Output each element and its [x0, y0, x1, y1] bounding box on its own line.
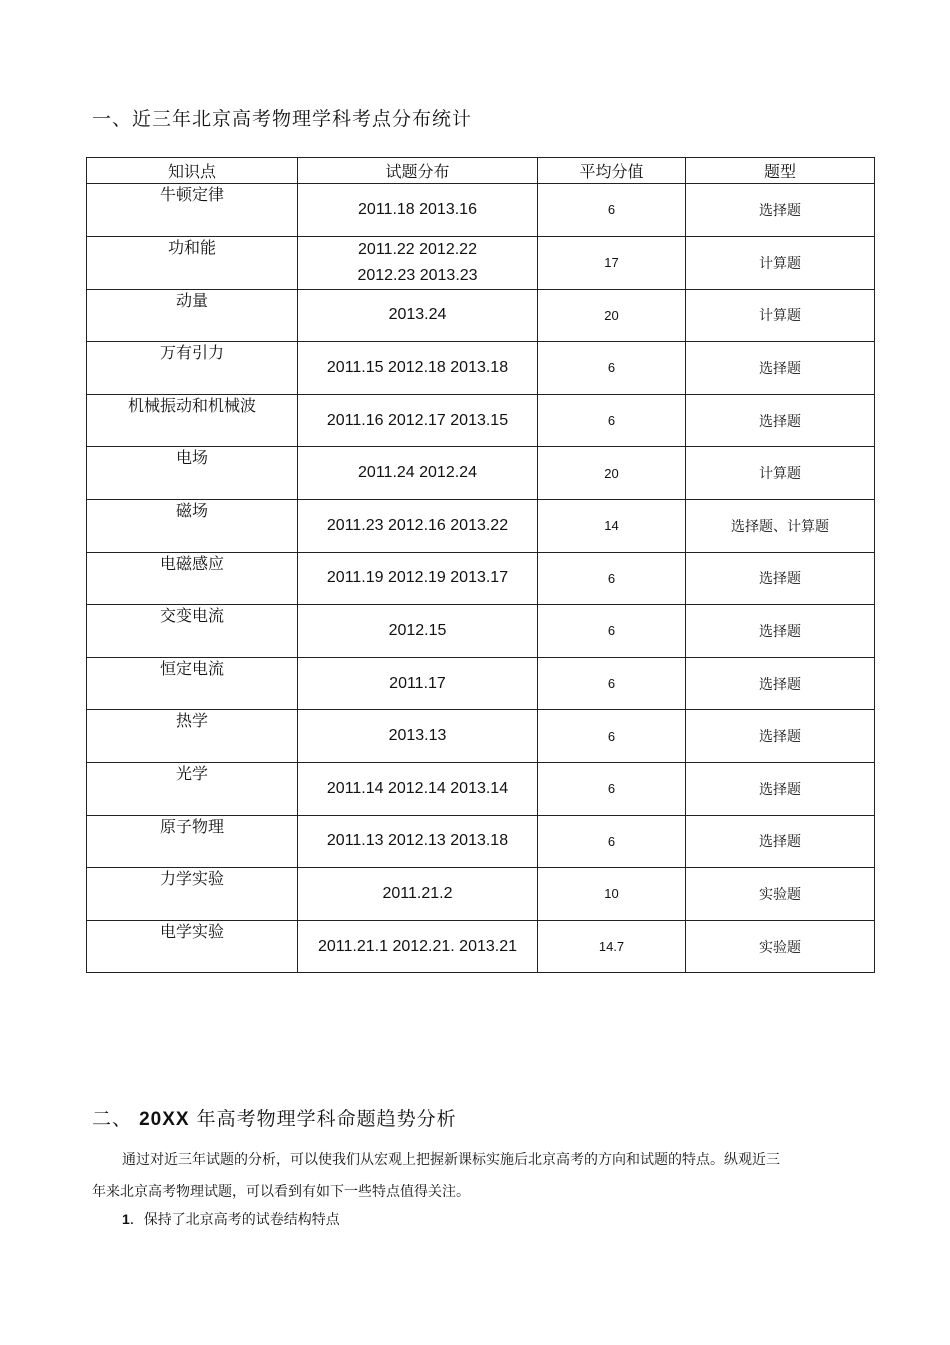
distribution-cell: 2011.13 2012.13 2013.18 — [298, 815, 538, 868]
average-cell: 14.7 — [538, 920, 686, 973]
distribution-cell: 2011.14 2012.14 2013.14 — [298, 762, 538, 815]
topic-cell — [87, 394, 298, 447]
topic-cell — [87, 499, 298, 552]
list-item — [122, 1209, 340, 1229]
topic-label: 磁场 — [175, 500, 208, 520]
header-topic: 知识点 — [87, 158, 298, 184]
distribution-cell: 2013.13 — [298, 710, 538, 763]
type-cell: 选择题 — [686, 552, 875, 605]
distribution-cell: 2011.23 2012.16 2013.22 — [298, 499, 538, 552]
topic-cell — [87, 868, 298, 921]
distribution-cell: 2011.22 2012.22 2012.23 2013.23 — [298, 236, 538, 289]
average-cell: 6 — [538, 184, 686, 237]
intro-paragraph: 通过对近三年试题的分析，可以使我们从宏观上把握新课标实施后北京高考的方向和试题的特点。纵观近三年来北京高考物理试题，可以看到有如下一些特点值得关注。 — [92, 1152, 780, 1200]
topic-label: 恒定电流 — [159, 658, 224, 678]
type-cell: 选择题 — [686, 762, 875, 815]
table-row — [87, 920, 875, 973]
table-row — [87, 552, 875, 605]
average-cell: 6 — [538, 710, 686, 763]
distribution-cell: 2011.15 2012.18 2013.18 — [298, 342, 538, 395]
type-cell: 选择题 — [686, 710, 875, 763]
distribution-cell: 2013.24 — [298, 289, 538, 342]
section2-title-text: 年高考物理学科命题趋势分析 — [196, 1108, 457, 1130]
topic-label: 交变电流 — [159, 606, 224, 626]
table-row — [87, 868, 875, 921]
topic-cell — [87, 289, 298, 342]
topic-cell — [87, 342, 298, 395]
topic-label: 电学实验 — [159, 921, 224, 941]
table-row — [87, 184, 875, 237]
average-cell: 6 — [538, 552, 686, 605]
table-row — [87, 342, 875, 395]
type-cell: 选择题 — [686, 394, 875, 447]
topic-label: 功和能 — [167, 237, 216, 257]
average-cell: 6 — [538, 605, 686, 658]
topic-cell — [87, 447, 298, 500]
header-question-type: 题型 — [686, 158, 875, 184]
average-cell: 20 — [538, 447, 686, 500]
average-cell: 6 — [538, 342, 686, 395]
average-cell: 14 — [538, 499, 686, 552]
table-row — [87, 394, 875, 447]
table-row — [87, 289, 875, 342]
distribution-cell: 2011.24 2012.24 — [298, 447, 538, 500]
distribution-cell: 2011.17 — [298, 657, 538, 710]
average-cell: 10 — [538, 868, 686, 921]
distribution-cell: 2012.15 — [298, 605, 538, 658]
topic-cell — [87, 552, 298, 605]
table-row — [87, 499, 875, 552]
topic-label: 动量 — [175, 290, 208, 310]
average-cell: 20 — [538, 289, 686, 342]
table-row — [87, 815, 875, 868]
topic-cell — [87, 815, 298, 868]
type-cell: 实验题 — [686, 920, 875, 973]
table-row — [87, 657, 875, 710]
section1-title: 一、近三年北京高考物理学科考点分布统计 — [92, 108, 473, 130]
topic-cell — [87, 184, 298, 237]
topic-label: 力学实验 — [159, 869, 224, 889]
table-row — [87, 605, 875, 658]
topic-label: 牛顿定律 — [159, 185, 224, 204]
section2-year: 20XX — [139, 1109, 190, 1130]
header-average-score: 平均分值 — [538, 158, 686, 184]
table-header-row — [87, 158, 875, 184]
distribution-cell: 2011.18 2013.16 — [298, 184, 538, 237]
topic-label: 机械振动和机械波 — [127, 395, 256, 415]
section2-prefix: 二、 — [92, 1108, 133, 1130]
topic-label: 电磁感应 — [159, 553, 224, 573]
distribution-cell: 2011.16 2012.17 2013.15 — [298, 394, 538, 447]
topic-cell — [87, 762, 298, 815]
type-cell: 计算题 — [686, 236, 875, 289]
type-cell: 实验题 — [686, 868, 875, 921]
average-cell: 6 — [538, 657, 686, 710]
table-row — [87, 710, 875, 763]
type-cell: 选择题 — [686, 657, 875, 710]
distribution-cell: 2011.19 2012.19 2013.17 — [298, 552, 538, 605]
list-item-text: ．保持了北京高考的试卷结构特点 — [129, 1212, 340, 1228]
topic-label: 电场 — [175, 448, 208, 468]
topic-cell — [87, 236, 298, 289]
section2-title — [92, 1104, 457, 1131]
average-cell: 6 — [538, 815, 686, 868]
topic-cell — [87, 920, 298, 973]
list-item-number: 1 — [122, 1211, 130, 1227]
type-cell: 选择题、计算题 — [686, 499, 875, 552]
type-cell: 选择题 — [686, 815, 875, 868]
type-cell: 选择题 — [686, 342, 875, 395]
average-cell: 6 — [538, 762, 686, 815]
topic-label: 原子物理 — [159, 816, 224, 836]
topic-label: 热学 — [175, 711, 208, 731]
distribution-cell: 2011.21.1 2012.21. 2013.21 — [298, 920, 538, 973]
type-cell: 计算题 — [686, 447, 875, 500]
table-row — [87, 762, 875, 815]
distribution-cell: 2011.21.2 — [298, 868, 538, 921]
table-row — [87, 236, 875, 289]
type-cell: 选择题 — [686, 605, 875, 658]
average-cell: 17 — [538, 236, 686, 289]
average-cell: 6 — [538, 394, 686, 447]
topic-cell — [87, 657, 298, 710]
topic-cell — [87, 710, 298, 763]
table-row — [87, 447, 875, 500]
topic-label: 万有引力 — [159, 343, 224, 363]
type-cell: 计算题 — [686, 289, 875, 342]
exam-topic-table — [86, 157, 875, 973]
topic-label: 光学 — [175, 763, 208, 783]
topic-cell — [87, 605, 298, 658]
header-distribution: 试题分布 — [298, 158, 538, 184]
type-cell: 选择题 — [686, 184, 875, 237]
